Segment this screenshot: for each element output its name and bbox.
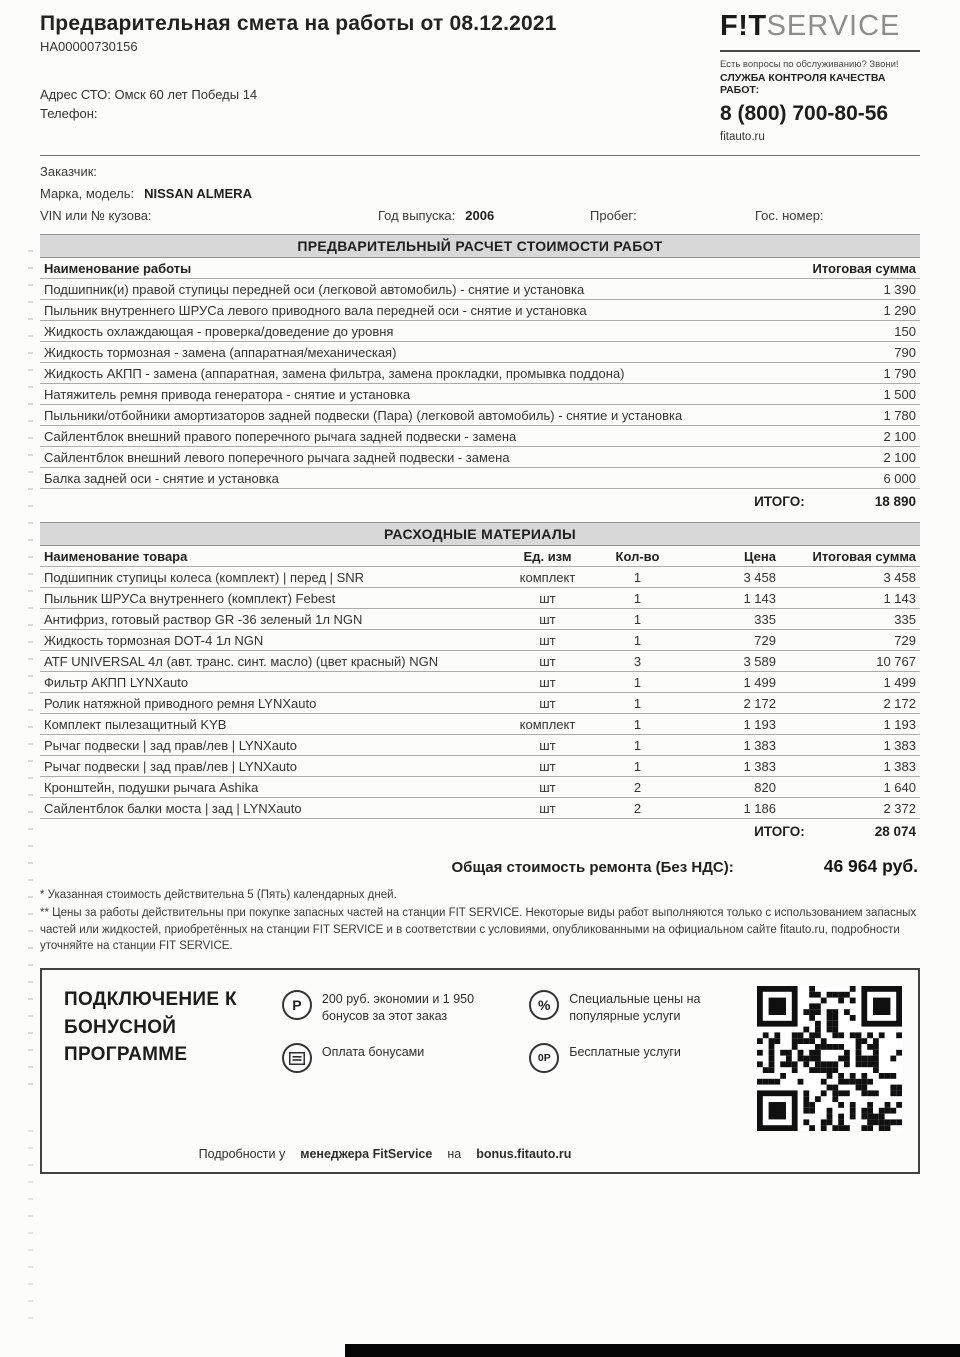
station-address: Адрес СТО: Омск 60 лет Победы 14 [40, 87, 258, 102]
customer-block [40, 164, 920, 223]
material-row [40, 714, 920, 735]
material-price: 820 [680, 777, 780, 798]
materials-section-title: РАСХОДНЫЕ МАТЕРИАЛЫ [40, 522, 920, 546]
material-qty: 1 [595, 672, 680, 693]
station-phone-label: Телефон: [40, 105, 98, 121]
material-row [40, 756, 920, 777]
material-unit: шт [500, 651, 595, 672]
material-unit: шт [500, 693, 595, 714]
work-total: 1 500 [780, 384, 920, 405]
material-name: Сайлентблок балки моста | зад | LYNXauto [40, 798, 500, 819]
scan-edge-noise [28, 250, 33, 1100]
material-price: 729 [680, 630, 780, 651]
materials-col-total: Итоговая сумма [780, 546, 920, 567]
works-total-row [40, 489, 920, 511]
footnotes [40, 887, 920, 954]
material-name: Ролик натяжной приводного ремня LYNXauto [40, 693, 500, 714]
material-unit: комплект [500, 567, 595, 588]
plate-label: Гос. номер: [755, 208, 824, 223]
materials-col-qty: Кол-во [595, 546, 680, 567]
material-unit: шт [500, 630, 595, 651]
material-name: Рычаг подвески | зад прав/лев | LYNXauto [40, 756, 500, 777]
work-name: Подшипник(и) правой ступицы передней оси (легковой автомобиль) - снятие и установка [40, 279, 780, 300]
material-name: Жидкость тормозная DOT-4 1л NGN [40, 630, 500, 651]
qr-code [757, 986, 902, 1136]
material-row [40, 672, 920, 693]
work-name: Жидкость тормозная - замена (аппаратная/механическая) [40, 342, 780, 363]
material-unit: шт [500, 588, 595, 609]
works-table [40, 258, 920, 489]
bonus-details-site: bonus.fitauto.ru [476, 1147, 572, 1162]
material-unit: комплект [500, 714, 595, 735]
material-price: 335 [680, 609, 780, 630]
work-row [40, 405, 920, 426]
material-price: 1 383 [680, 735, 780, 756]
material-row [40, 588, 920, 609]
ruble-icon: Р [282, 990, 312, 1020]
work-total: 1 780 [780, 405, 920, 426]
work-row [40, 342, 920, 363]
work-total: 790 [780, 342, 920, 363]
works-total-label: ИТОГО: [754, 494, 805, 509]
material-total: 1 193 [780, 714, 920, 735]
material-row [40, 609, 920, 630]
materials-col-unit: Ед. изм [500, 546, 595, 567]
work-row [40, 426, 920, 447]
material-name: Комплект пылезащитный KYB [40, 714, 500, 735]
grand-total-label: Общая стоимость ремонта (Без НДС): [451, 859, 734, 876]
work-name: Жидкость охлаждающая - проверка/доведение до уровня [40, 321, 780, 342]
material-total: 1 499 [780, 672, 920, 693]
material-name: Фильтр АКПП LYNXauto [40, 672, 500, 693]
quality-control-label: СЛУЖБА КОНТРОЛЯ КАЧЕСТВА РАБОТ: [720, 72, 886, 96]
footnote-validity: * Указанная стоимость действительна 5 (Пять) календарных дней. [40, 889, 397, 901]
material-total: 1 143 [780, 588, 920, 609]
materials-body [40, 567, 920, 819]
materials-total-row [40, 819, 920, 841]
doc-number: НА00000730156 [40, 39, 138, 54]
station-info [40, 86, 557, 124]
material-total: 10 767 [780, 651, 920, 672]
material-price: 1 499 [680, 672, 780, 693]
material-qty: 1 [595, 630, 680, 651]
works-body [40, 279, 920, 489]
customer-label: Заказчик: [40, 164, 98, 179]
material-name: Кронштейн, подушки рычага Ashika [40, 777, 500, 798]
logo-part-2: SERVICE [766, 10, 901, 42]
work-name: Сайлентблок внешний правого поперечного рычага задней подвески - замена [40, 426, 780, 447]
works-col-total: Итоговая сумма [780, 258, 920, 279]
materials-table [40, 546, 920, 819]
bonus-item-savings [282, 990, 513, 1025]
works-header-row [40, 258, 920, 279]
material-row [40, 735, 920, 756]
year-label: Год выпуска: [378, 208, 456, 223]
work-total: 6 000 [780, 468, 920, 489]
fitservice-logo [720, 12, 920, 41]
material-qty: 1 [595, 735, 680, 756]
material-unit: шт [500, 798, 595, 819]
work-total: 1 790 [780, 363, 920, 384]
bonus-item-pay [282, 1043, 513, 1073]
grand-total-value: 46 964 руб. [823, 856, 918, 876]
material-name: Антифриз, готовый раствор GR -36 зеленый 1л NGN [40, 609, 500, 630]
material-qty: 3 [595, 651, 680, 672]
material-price: 1 383 [680, 756, 780, 777]
bonus-details-manager: менеджера FitService [300, 1147, 433, 1162]
bonus-pay-text: Оплата бонусами [321, 1045, 425, 1060]
materials-header-row [40, 546, 920, 567]
work-total: 2 100 [780, 447, 920, 468]
bonus-item-free [529, 1043, 741, 1073]
material-unit: шт [500, 672, 595, 693]
material-row [40, 798, 920, 819]
work-row [40, 300, 920, 321]
material-qty: 2 [595, 798, 680, 819]
footnote-conditions: ** Цены за работы действительны при покупке запасных частей на станции FIT SERVICE. Некоторые виды работ выполняются только с использованием запасных частей или жидкостей, приобретённых на станции FIT SERVICE и в соответствии с условиями, опубликованными на официальном сайте fitauto.ru, подробности уточняйте на станции FIT SERVICE. [40, 907, 917, 952]
banknote-icon [282, 1043, 312, 1073]
work-row [40, 468, 920, 489]
work-total: 1 390 [780, 279, 920, 300]
material-price: 3 458 [680, 567, 780, 588]
material-price: 2 172 [680, 693, 780, 714]
material-total: 335 [780, 609, 920, 630]
bonus-column-1 [282, 986, 513, 1136]
hotline-phone: 8 (800) 700-80-56 [720, 102, 889, 125]
material-qty: 1 [595, 609, 680, 630]
materials-col-price: Цена [680, 546, 780, 567]
bonus-details-on: на [447, 1147, 462, 1162]
header-divider [40, 155, 920, 156]
scan-edge-noise-lower [28, 1130, 33, 1330]
material-qty: 1 [595, 714, 680, 735]
material-row [40, 630, 920, 651]
work-name: Балка задней оси - снятие и установка [40, 468, 780, 489]
material-name: Пыльник ШРУСа внутреннего (комплект) Febest [40, 588, 500, 609]
logo-part-1: F!T [720, 10, 767, 42]
materials-total-label: ИТОГО: [754, 824, 805, 839]
material-unit: шт [500, 756, 595, 777]
work-total: 2 100 [780, 426, 920, 447]
material-price: 3 589 [680, 651, 780, 672]
material-total: 1 383 [780, 756, 920, 777]
zero-ruble-icon: 0Р [529, 1043, 559, 1073]
material-total: 3 458 [780, 567, 920, 588]
work-row [40, 447, 920, 468]
mileage-label: Пробег: [590, 208, 637, 223]
material-unit: шт [500, 609, 595, 630]
vin-label: VIN или № кузова: [40, 208, 152, 223]
work-row [40, 321, 920, 342]
material-row [40, 693, 920, 714]
work-total: 1 290 [780, 300, 920, 321]
bonus-free-text: Бесплатные услуги [569, 1045, 681, 1060]
material-qty: 1 [595, 756, 680, 777]
works-col-name: Наименование работы [40, 258, 780, 279]
material-total: 729 [780, 630, 920, 651]
bonus-title: ПОДКЛЮЧЕНИЕ К БОНУСНОЙ ПРОГРАММЕ [64, 989, 237, 1066]
header-right [720, 12, 920, 143]
scan-bottom-bar [345, 1344, 960, 1357]
material-row [40, 777, 920, 798]
material-price: 1 143 [680, 588, 780, 609]
year-value: 2006 [465, 208, 495, 223]
bonus-program-box [40, 968, 920, 1174]
bonus-item-special [529, 990, 741, 1025]
bonus-details-prefix: Подробности у [198, 1147, 286, 1162]
grand-total-row [40, 856, 920, 877]
materials-col-name: Наименование товара [40, 546, 500, 567]
material-total: 2 172 [780, 693, 920, 714]
contact-note: Есть вопросы по обслуживанию? Звони! [720, 59, 899, 70]
material-unit: шт [500, 735, 595, 756]
material-qty: 2 [595, 777, 680, 798]
material-qty: 1 [595, 567, 680, 588]
works-section-title: ПРЕДВАРИТЕЛЬНЫЙ РАСЧЕТ СТОИМОСТИ РАБОТ [40, 234, 920, 258]
site-link: fitauto.ru [720, 131, 765, 143]
works-total-value: 18 890 [874, 494, 916, 509]
percent-icon: % [529, 990, 559, 1020]
material-total: 1 640 [780, 777, 920, 798]
materials-total-value: 28 074 [874, 824, 916, 839]
material-total: 1 383 [780, 735, 920, 756]
material-unit: шт [500, 777, 595, 798]
material-price: 1 193 [680, 714, 780, 735]
logo-divider [720, 50, 920, 52]
year-group [378, 208, 590, 223]
material-name: ATF UNIVERSAL 4л (авт. транс. синт. масло) (цвет красный) NGN [40, 651, 500, 672]
model-label: Марка, модель: [40, 186, 135, 201]
header [40, 12, 920, 143]
work-name: Натяжитель ремня привода генератора - снятие и установка [40, 384, 780, 405]
bonus-column-2 [529, 986, 741, 1136]
work-row [40, 363, 920, 384]
work-name: Жидкость АКПП - замена (аппаратная, замена фильтра, замена прокладки, промывка поддона) [40, 363, 780, 384]
material-name: Подшипник ступицы колеса (комплект) | перед | SNR [40, 567, 500, 588]
material-name: Рычаг подвески | зад прав/лев | LYNXauto [40, 735, 500, 756]
work-name: Пыльник внутреннего ШРУСа левого приводного вала передней оси - снятие и установка [40, 300, 780, 321]
material-qty: 1 [595, 588, 680, 609]
work-total: 150 [780, 321, 920, 342]
bonus-details-line [42, 1147, 728, 1161]
material-total: 2 372 [780, 798, 920, 819]
material-row [40, 651, 920, 672]
header-left [40, 12, 557, 124]
work-row [40, 384, 920, 405]
material-row [40, 567, 920, 588]
bonus-savings-text: 200 руб. экономии и 1 950 бонусов за этот заказ [321, 992, 475, 1024]
work-row [40, 279, 920, 300]
page-title: Предварительная смета на работы от 08.12.2021 [40, 12, 557, 35]
bonus-special-text: Специальные цены на популярные услуги [569, 992, 701, 1024]
material-qty: 1 [595, 693, 680, 714]
work-name: Сайлентблок внешний левого поперечного рычага задней подвески - замена [40, 447, 780, 468]
work-name: Пыльники/отбойники амортизаторов задней подвески (Пара) (легковой автомобиль) - снятие и установка [40, 405, 780, 426]
model-value: NISSAN ALMERA [144, 186, 252, 201]
material-price: 1 186 [680, 798, 780, 819]
